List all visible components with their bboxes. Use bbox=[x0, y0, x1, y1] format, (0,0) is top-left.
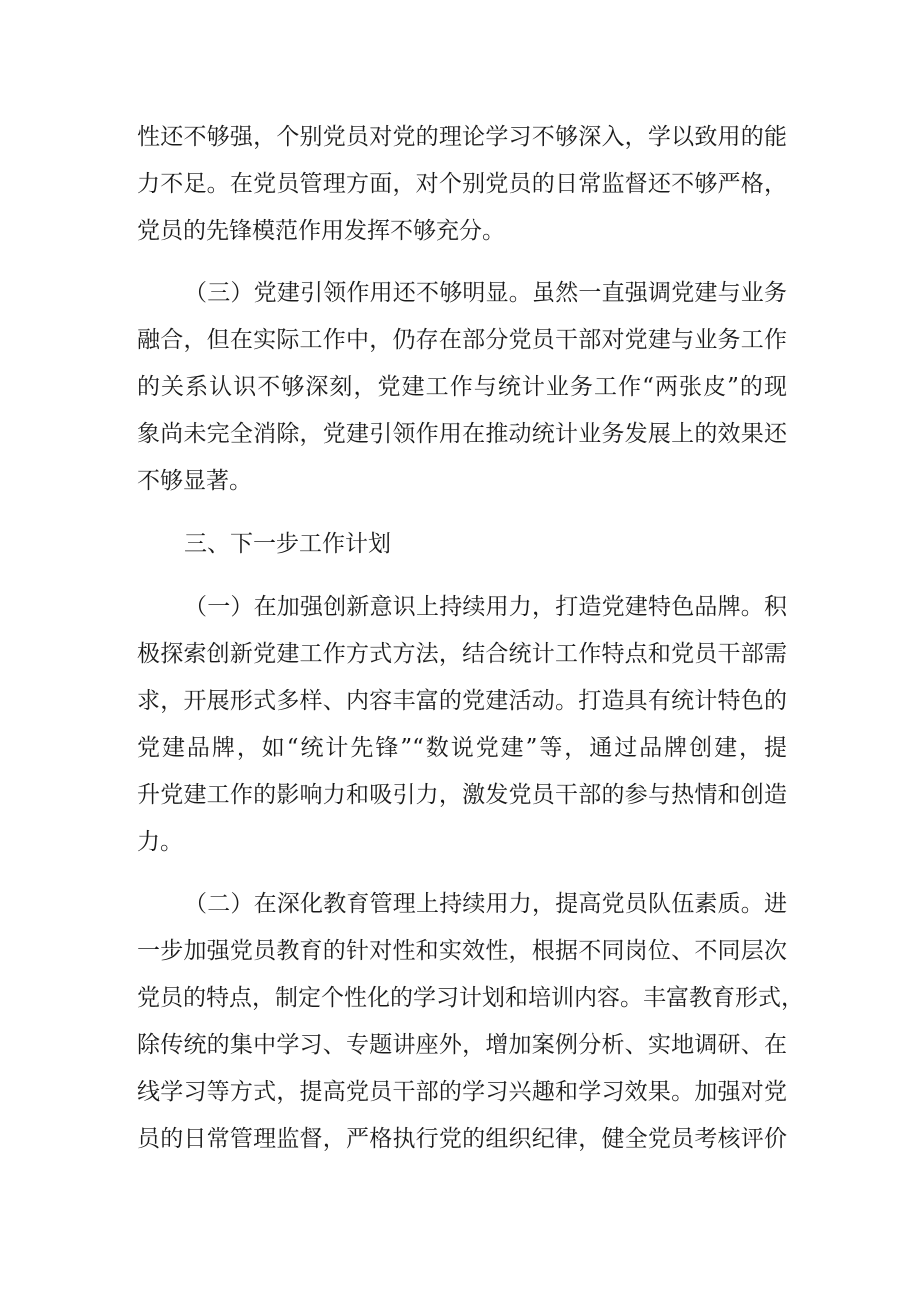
paragraph-1-line-1: 性还不够强，个别党员对党的理论学习不够深入，学以致用的能 bbox=[137, 124, 787, 150]
paragraph-4-line-1: （二）在深化教育管理上持续用力，提高党员队伍素质。进 bbox=[184, 891, 787, 917]
section-heading: 三、下一步工作计划 bbox=[184, 531, 391, 557]
paragraph-1-line-3: 党员的先锋模范作用发挥不够充分。 bbox=[137, 218, 505, 244]
paragraph-2-line-2: 融合，但在实际工作中，仍存在部分党员干部对党建与业务工作 bbox=[137, 327, 787, 353]
paragraph-3-line-5: 升党建工作的影响力和吸引力，激发党员干部的参与热情和创造 bbox=[137, 782, 787, 808]
paragraph-4-line-2: 一步加强党员教育的针对性和实效性，根据不同岗位、不同层次 bbox=[137, 938, 787, 964]
paragraph-2-line-1: （三）党建引领作用还不够明显。虽然一直强调党建与业务 bbox=[184, 280, 787, 306]
paragraph-2-line-4: 象尚未完全消除，党建引领作用在推动统计业务发展上的效果还 bbox=[137, 421, 787, 447]
paragraph-3-line-4: 党建品牌，如“统计先锋”“数说党建”等，通过品牌创建，提 bbox=[137, 735, 787, 761]
paragraph-2-line-3: 的关系认识不够深刻，党建工作与统计业务工作“两张皮”的现 bbox=[137, 374, 787, 400]
paragraph-4-line-4: 除传统的集中学习、专题讲座外，增加案例分析、实地调研、在 bbox=[137, 1032, 787, 1058]
paragraph-3-line-2: 极探索创新党建工作方式方法，结合统计工作特点和党员干部需 bbox=[137, 641, 787, 667]
paragraph-4-line-3: 党员的特点，制定个性化的学习计划和培训内容。丰富教育形式， bbox=[137, 985, 804, 1011]
paragraph-4-line-6: 员的日常管理监督，严格执行党的组织纪律，健全党员考核评价 bbox=[137, 1126, 787, 1152]
paragraph-3-line-1: （一）在加强创新意识上持续用力，打造党建特色品牌。积 bbox=[184, 594, 787, 620]
paragraph-3-line-6: 力。 bbox=[137, 829, 183, 855]
paragraph-4-line-5: 线学习等方式，提高党员干部的学习兴趣和学习效果。加强对党 bbox=[137, 1079, 787, 1105]
paragraph-3-line-3: 求，开展形式多样、内容丰富的党建活动。打造具有统计特色的 bbox=[137, 688, 787, 714]
paragraph-2-line-5: 不够显著。 bbox=[137, 468, 252, 494]
paragraph-1-line-2: 力不足。在党员管理方面，对个别党员的日常监督还不够严格， bbox=[137, 171, 787, 197]
